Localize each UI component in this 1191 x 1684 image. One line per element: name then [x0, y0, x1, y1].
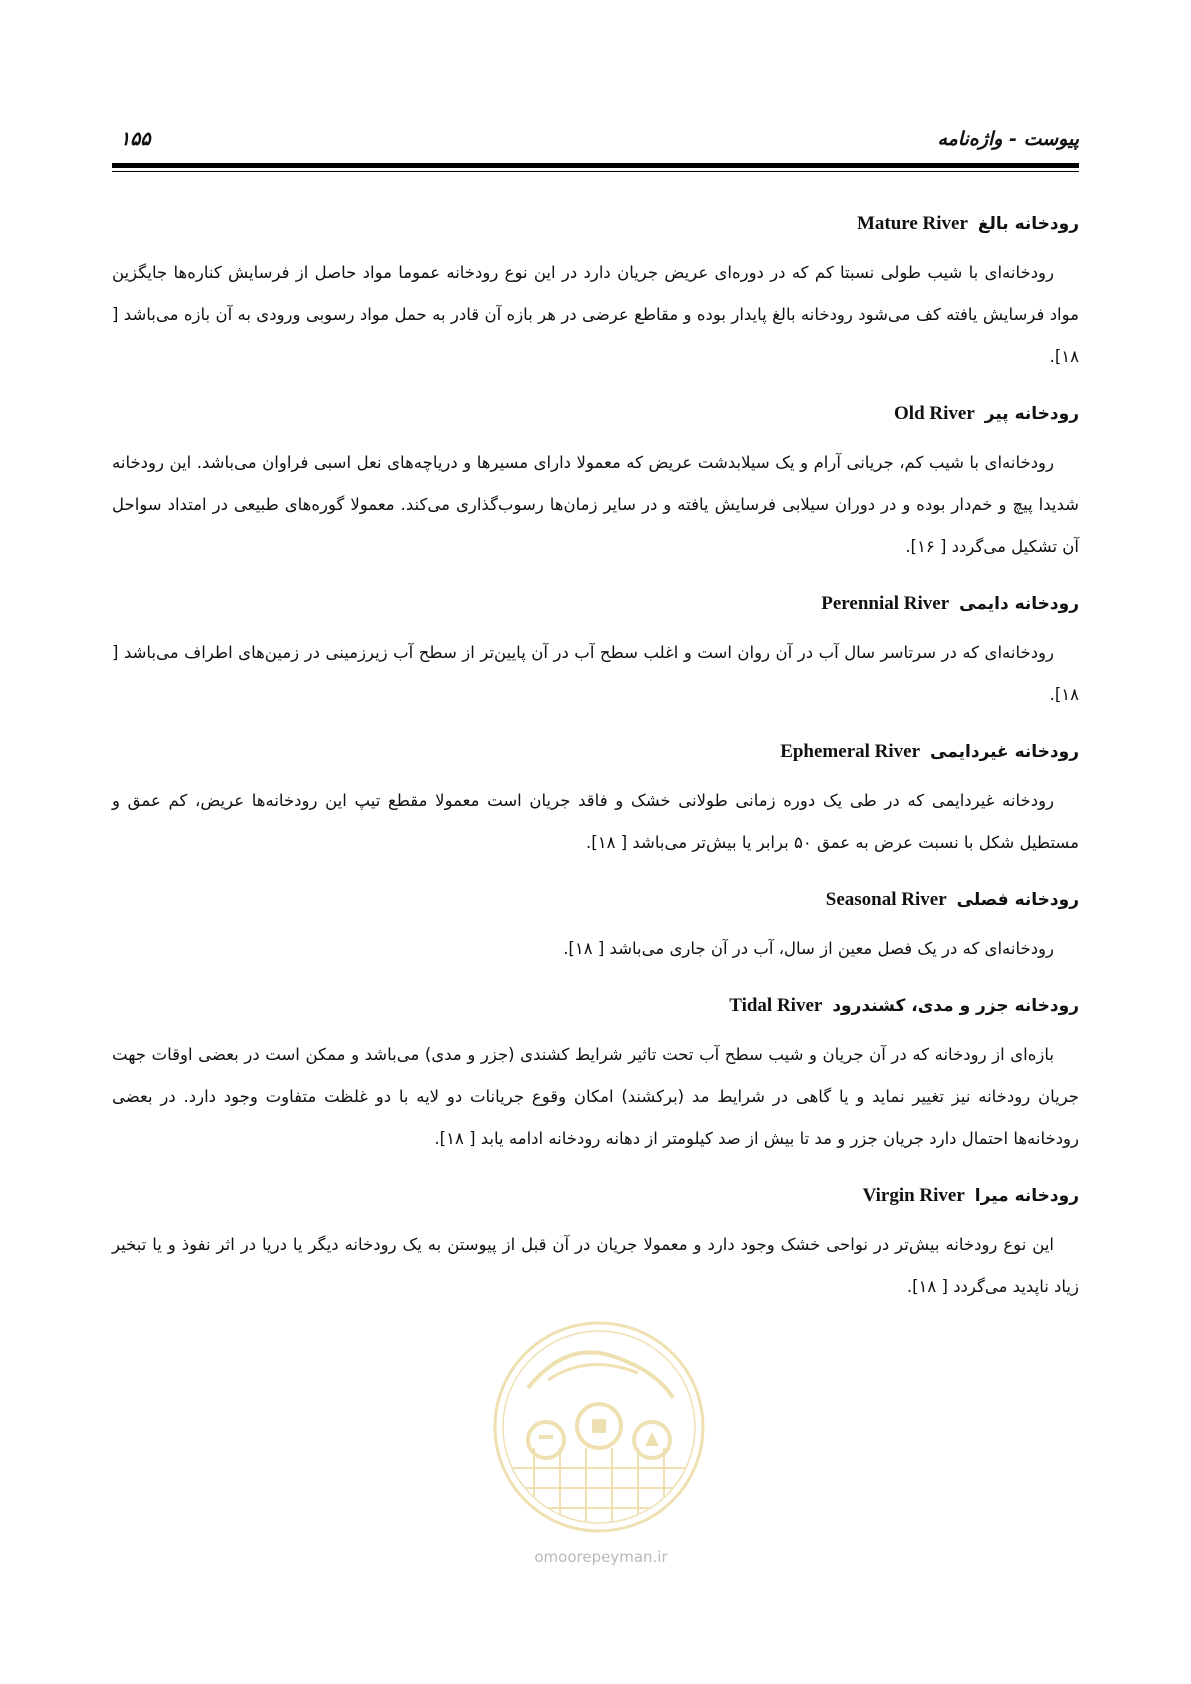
page-header: [112, 128, 1079, 156]
header-rule-thin: [112, 171, 1079, 172]
entry-definition: رودخانه‌ای با شیب کم، جریانی آرام و یک سیلابدشت عریض که معمولا دارای مسیرها و دریاچه‌های نعل اسبی فراوان می‌باشد. این رودخانه شدیدا پیچ و خم‌دار بوده و در دوران سیلابی فرسایش یافته و در سایر زمان‌ها رسوب‌گذاری می‌کند. معمولا گوره‌های طبیعی در امتداد سواحل آن تشکیل می‌گردد [ ۱۶].: [112, 453, 1079, 556]
term-english: Old River: [894, 403, 975, 424]
term-persian: رودخانه دایمی: [959, 594, 1079, 614]
entry-heading: [112, 992, 1079, 1020]
term-english: Perennial River: [821, 593, 950, 614]
watermark-logo: [488, 1318, 710, 1536]
glossary-entry-seasonal-river: [112, 886, 1079, 970]
watermark-url: omoorepeyman.ir: [534, 1548, 668, 1566]
term-english: Mature River: [856, 213, 968, 234]
entry-definition: رودخانه غیردایمی که در طی یک دوره زمانی طولانی خشک و فاقد جریان است معمولا مقطع تیپ این رودخانه‌ها عریض، کم عمق و مستطیل شکل با نسبت عرض به عمق ۵۰ برابر یا بیش‌تر می‌باشد [ ۱۸].: [112, 791, 1079, 852]
glossary-entry-tidal-river: [112, 992, 1079, 1160]
term-persian: رودخانه پیر: [984, 404, 1079, 424]
entry-definition: بازه‌ای از رودخانه که در آن جریان و شیب سطح آب تحت تاثیر شرایط کشندی (جزر و مدی) می‌باشد و ممکن است در بعضی اوقات جهت جریان رودخانه نیز تغییر نماید و یا گاهی در شرایط مد (برکشند) امکان وقوع جریانات دو لایه با دو غلظت متفاوت وجود دارد. در بعضی رودخانه‌ها احتمال دارد جریان جزر و مد تا بیش از صد کیلومتر از دهانه رودخانه ادامه یابد [ ۱۸].: [112, 1045, 1079, 1148]
glossary-entry-virgin-river: [112, 1182, 1079, 1308]
term-english: Tidal River: [729, 995, 823, 1016]
entry-heading: [112, 400, 1079, 428]
term-persian: رودخانه بالغ: [977, 214, 1079, 234]
glossary-content: [112, 210, 1079, 1330]
entry-definition: این نوع رودخانه بیش‌تر در نواحی خشک وجود دارد و معمولا جریان در آن قبل از پیوستن به یک رودخانه دیگر یا دریا در اثر نفوذ و یا تبخیر زیاد ناپدید می‌گردد [ ۱۸].: [112, 1235, 1079, 1296]
entry-heading: [112, 738, 1079, 766]
term-persian: رودخانه میرا: [974, 1186, 1079, 1206]
running-head-title: پیوست - واژه‌نامه: [937, 128, 1079, 150]
entry-heading: [112, 1182, 1079, 1210]
glossary-entry-perennial-river: [112, 590, 1079, 716]
term-persian: رودخانه غیردایمی: [930, 742, 1079, 762]
glossary-entry-mature-river: [112, 210, 1079, 378]
term-english: Virgin River: [862, 1185, 965, 1206]
term-persian: رودخانه جزر و مدی، کشندرود: [832, 996, 1079, 1016]
entry-definition: رودخانه‌ای با شیب طولی نسبتا کم که در دوره‌ای عریض جریان دارد در این نوع رودخانه عموما مواد حاصل از فرسایش کناره‌ها جایگزین مواد فرسایش یافته کف می‌شود رودخانه بالغ پایدار بوده و مقاطع عرضی در هر بازه آن قادر به حمل مواد رسوبی ورودی به آن بازه می‌باشد [ ۱۸].: [112, 263, 1079, 366]
entry-heading: [112, 590, 1079, 618]
entry-definition: رودخانه‌ای که در سرتاسر سال آب در آن روان است و اغلب سطح آب در آن پایین‌تر از سطح آب زیرزمینی در زمین‌های اطراف می‌باشد [ ۱۸].: [112, 643, 1079, 704]
page-number: ۱۵۵: [120, 128, 151, 150]
entry-heading: [112, 210, 1079, 238]
header-rule-thick: [112, 163, 1079, 168]
glossary-entry-old-river: [112, 400, 1079, 568]
term-english: Seasonal River: [825, 889, 947, 910]
entry-definition: رودخانه‌ای که در یک فصل معین از سال، آب در آن جاری می‌باشد [ ۱۸].: [563, 939, 1054, 958]
entry-heading: [112, 886, 1079, 914]
term-persian: رودخانه فصلی: [956, 890, 1079, 910]
glossary-entry-ephemeral-river: [112, 738, 1079, 864]
term-english: Ephemeral River: [780, 741, 921, 762]
